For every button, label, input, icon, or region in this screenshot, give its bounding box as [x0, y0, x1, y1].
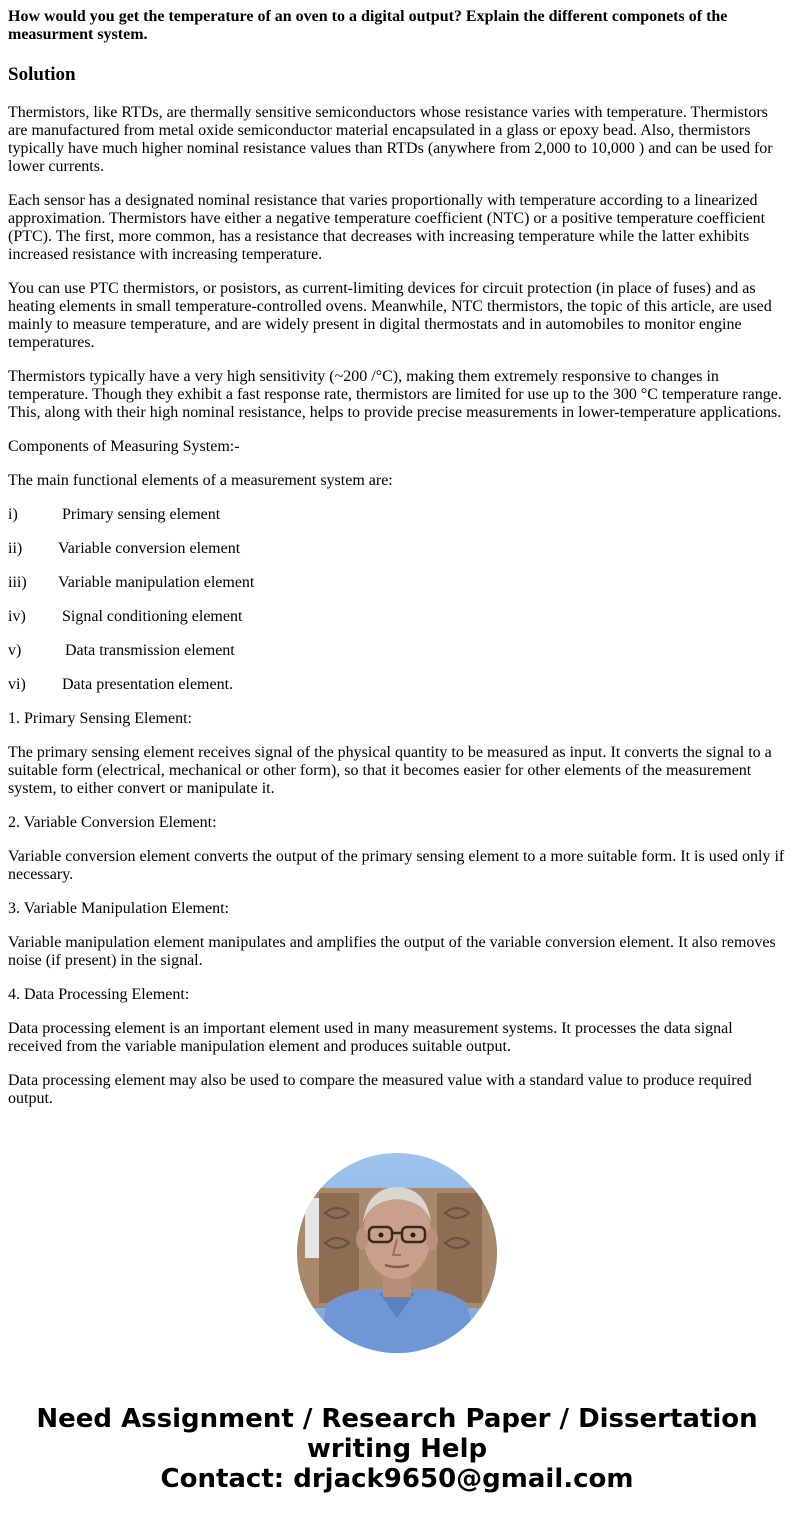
list-item [8, 642, 786, 660]
list-item-number: v) [8, 642, 22, 659]
list-item [8, 608, 786, 626]
section-title-variable-conversion: 2. Variable Conversion Element: [8, 814, 217, 831]
list-item-number: i) [8, 506, 18, 523]
document-body [8, 8, 786, 1124]
avatar-portrait-image [297, 1153, 497, 1353]
list-item-number: vi) [8, 676, 26, 693]
list-item-label: Data transmission element [65, 642, 235, 659]
intro-paragraph-4: Thermistors typically have a very high sensitivity (~200 /°C), making them extremely responsive to changes in temperature. Though they exhibit a fast response rate, thermistors are limited for use up to the 300 °C temperature range. This, along with their high nominal resistance, helps to provide precise measurements in lower-temperature applications. [8, 368, 782, 421]
question-text: How would you get the temperature of an oven to a digital output? Explain the different componets of the measurment system. [8, 8, 728, 43]
footer-advert [0, 1404, 794, 1494]
components-heading: Components of Measuring System:- [8, 438, 240, 455]
section-text-data-processing: Data processing element is an important element used in many measurement systems. It processes the data signal received from the variable manipulation element and produces suitable output. [8, 1020, 733, 1055]
list-item-label: Variable manipulation element [58, 574, 255, 591]
elements-intro: The main functional elements of a measurement system are: [8, 472, 393, 489]
list-item-number: ii) [8, 540, 23, 557]
intro-paragraph-3: You can use PTC thermistors, or posistors, as current-limiting devices for circuit protection (in place of fuses) and as heating elements in small temperature-controlled ovens. Meanwhile, NTC thermistors, the topic of this article, are used mainly to measure temperature, and are widely present in digital thermostats and in automobiles to monitor engine temperatures. [8, 280, 772, 351]
footer-line-1: Need Assignment / Research Paper / Dissertation [36, 1404, 758, 1434]
list-item-label: Primary sensing element [62, 506, 221, 523]
list-item [8, 676, 786, 694]
section-title-variable-manipulation: 3. Variable Manipulation Element: [8, 900, 229, 917]
list-item-number: iii) [8, 574, 27, 591]
section-text-primary-sensing: The primary sensing element receives signal of the physical quantity to be measured as input. It converts the signal to a suitable form (electrical, mechanical or other form), so that it becomes easier for other elements of the measurement system, to either convert or manipulate it. [8, 744, 772, 797]
intro-paragraph-2: Each sensor has a designated nominal resistance that varies proportionally with temperature according to a linearized approximation. Thermistors have either a negative temperature coefficient (NTC) or a positive temperature coefficient (PTC). The first, more common, has a resistance that decreases with increasing temperature while the latter exhibits increased resistance with increasing temperature. [8, 192, 766, 263]
list-item [8, 540, 786, 558]
avatar [297, 1153, 497, 1353]
solution-heading: Solution [8, 64, 76, 85]
closing-paragraph: Data processing element may also be used to compare the measured value with a standard value to produce required output. [8, 1072, 752, 1107]
footer-line-2: writing Help [306, 1434, 488, 1464]
list-item-number: iv) [8, 608, 26, 625]
intro-paragraph-1: Thermistors, like RTDs, are thermally sensitive semiconductors whose resistance varies with temperature. Thermistors are manufactured from metal oxide semiconductor material encapsulated in a glass or epoxy bead. Also, thermistors typically have much higher nominal resistance values than RTDs (anywhere from 2,000 to 10,000 ) and can be used for lower currents. [8, 104, 773, 175]
list-item-label: Data presentation element. [62, 676, 234, 693]
section-text-variable-manipulation: Variable manipulation element manipulates and amplifies the output of the variable conversion element. It also removes noise (if present) in the signal. [8, 934, 776, 969]
list-item [8, 506, 786, 524]
footer-contact: Contact: drjack9650@gmail.com [160, 1464, 634, 1494]
section-text-variable-conversion: Variable conversion element converts the output of the primary sensing element to a more suitable form. It is used only if necessary. [8, 848, 785, 883]
list-item-label: Variable conversion element [58, 540, 241, 557]
section-title-primary-sensing: 1. Primary Sensing Element: [8, 710, 192, 727]
list-item [8, 574, 786, 592]
list-item-label: Signal conditioning element [62, 608, 243, 625]
section-title-data-processing: 4. Data Processing Element: [8, 986, 190, 1003]
